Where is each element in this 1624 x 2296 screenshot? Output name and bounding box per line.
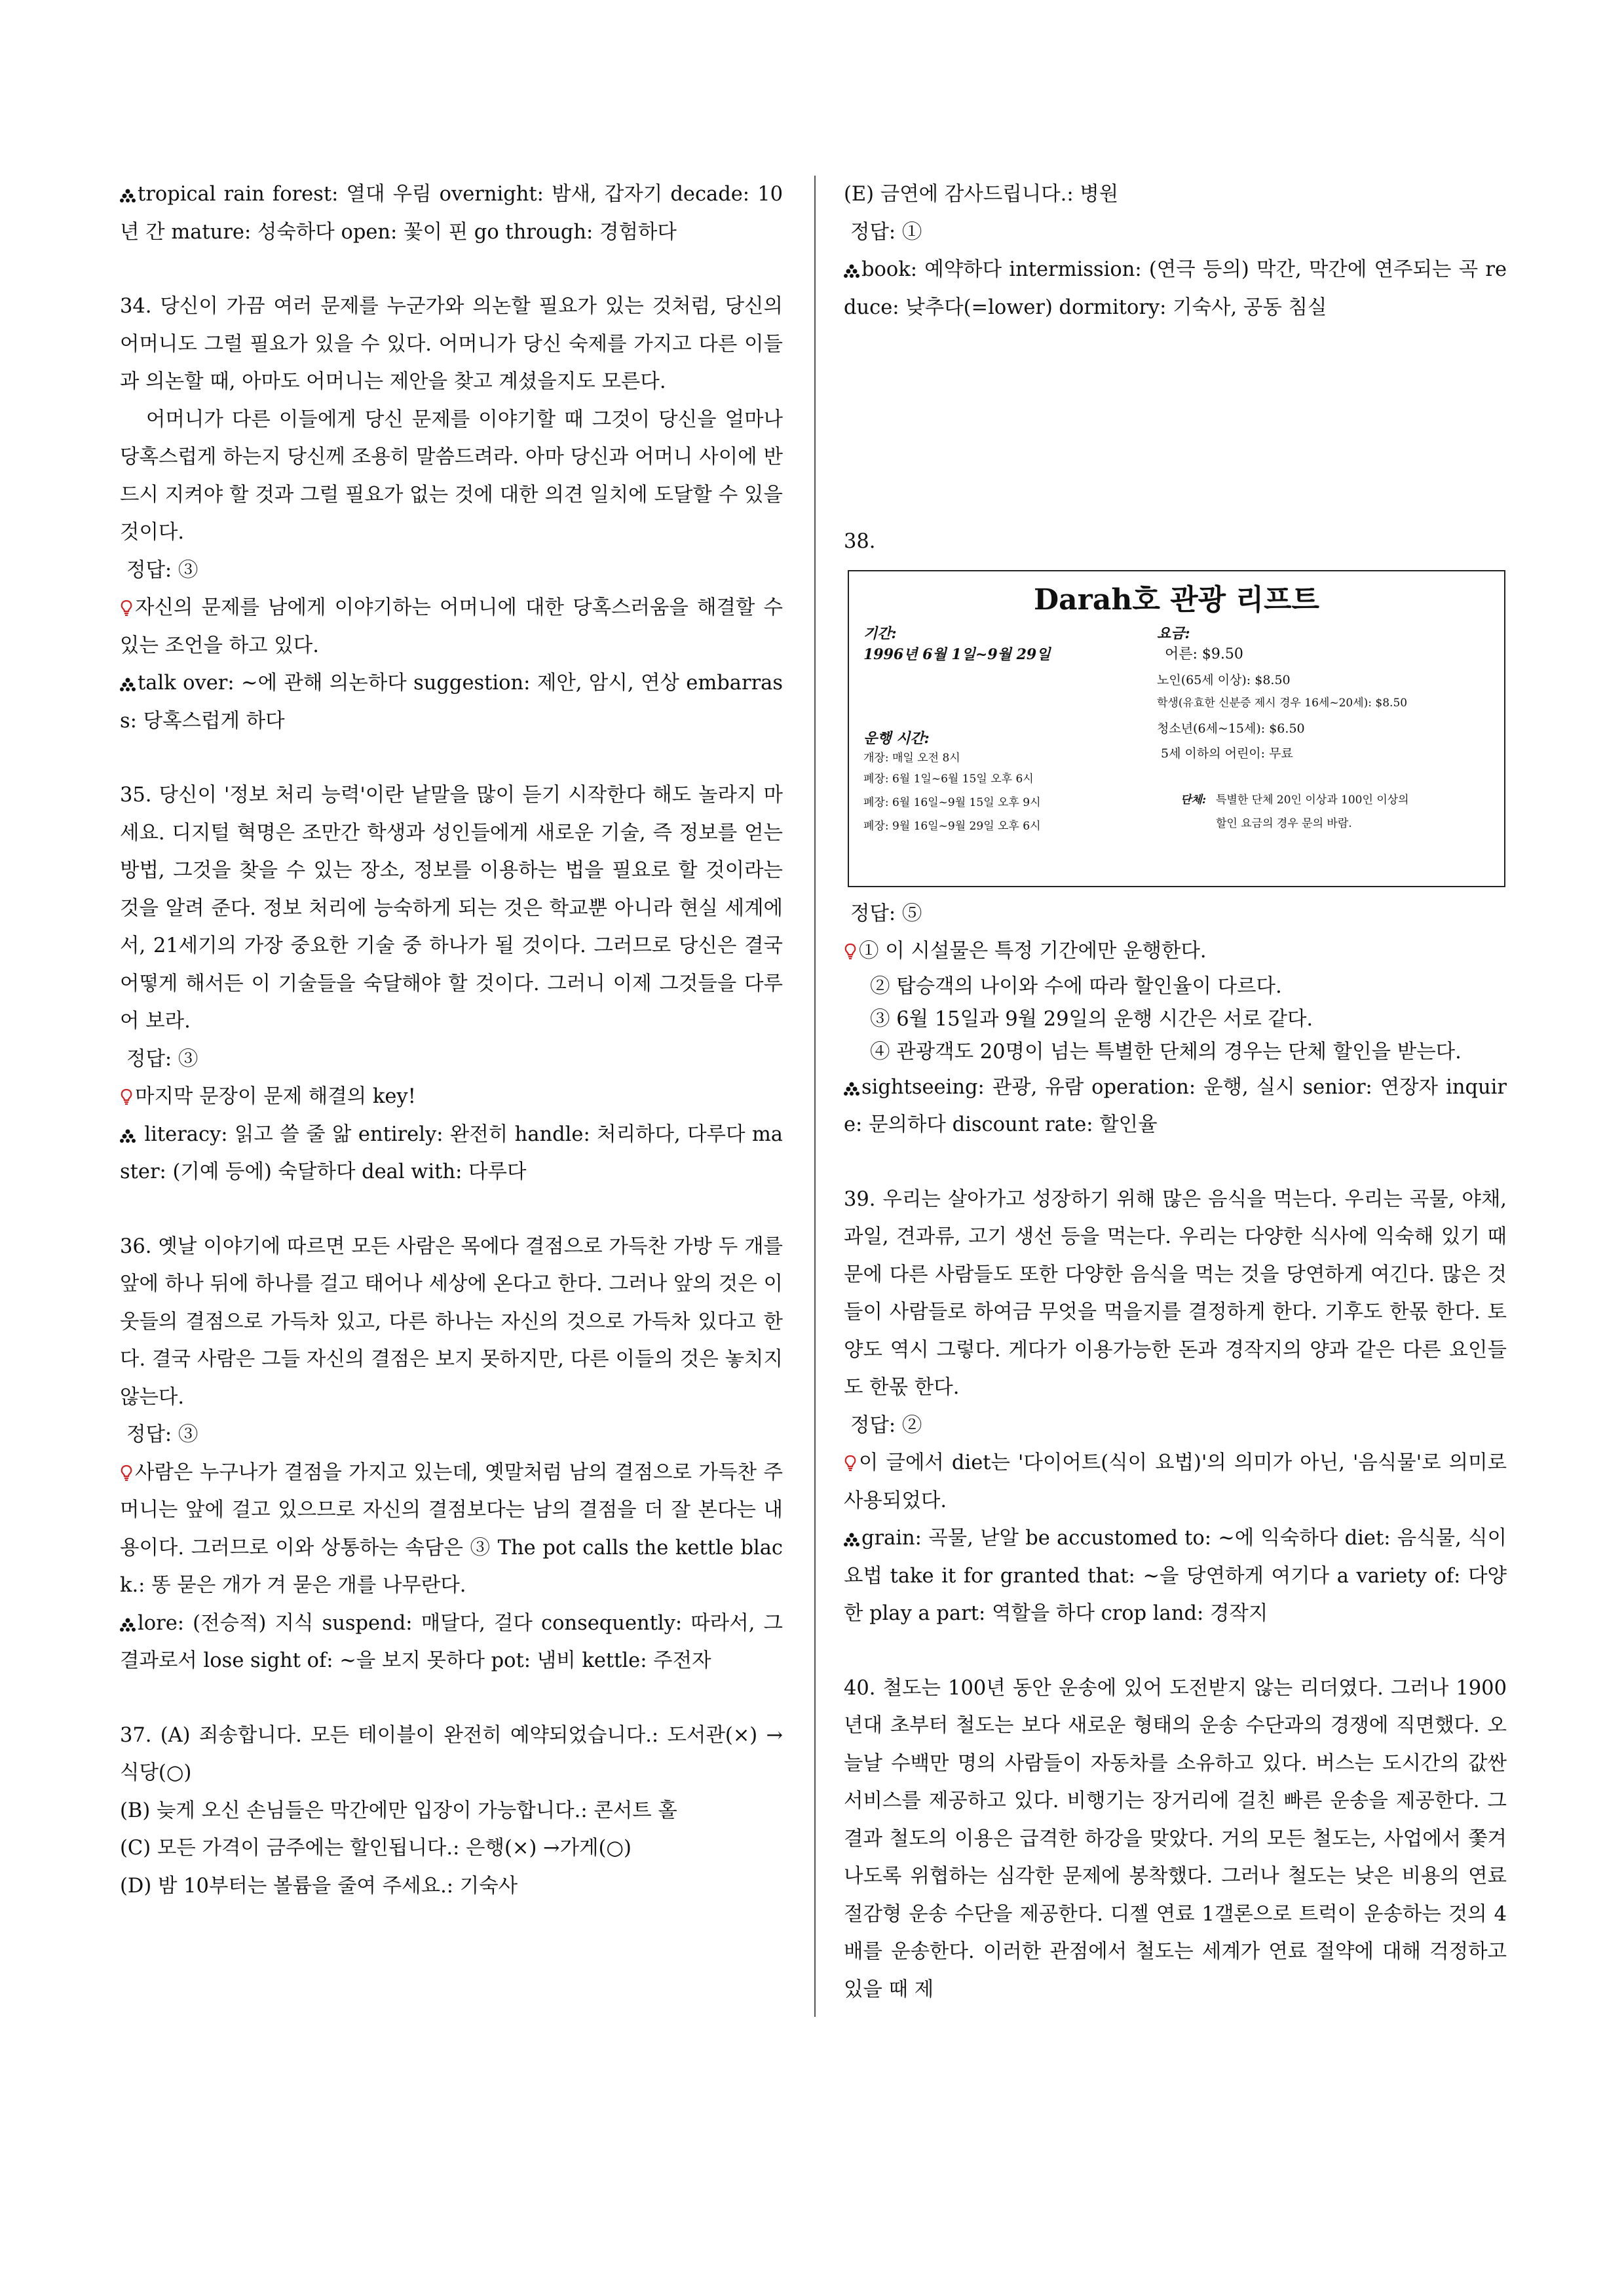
question-36-text: 36. 옛날 이야기에 따르면 모든 사람은 목에다 결점으로 가득찬 가방 두 개를 앞에 하나 뒤에 하나를 걸고 태어나 세상에 온다고 한다. 그러나 앞의 것은 이웃들의 결점으로 가득차 있고, 다른 하나는 자신의 것으로 가득차 있다고 한다. 결국 사람은 그들 자신의 결점은 보지 못하지만, 다른 이들의 것은 놓치지 않는다. xyxy=(120,1234,783,1409)
close-time-1: 폐장: 6월 1일~6월 15일 오후 6시 xyxy=(863,772,1034,786)
lightbulb-icon xyxy=(844,1455,857,1472)
question-37-e: (E) 금연에 감사드립니다.: 병원 xyxy=(844,183,1119,206)
tour-info-box xyxy=(848,570,1505,887)
tour-title: Darah호 관광 리프트 xyxy=(1033,583,1319,617)
question-40-text: 40. 철도는 100년 동안 운송에 있어 도전받지 않는 리더였다. 그러나 1900년대 초부터 철도는 보다 새로운 형태의 운송 수단과의 경쟁에 직면했다. 오늘날 수백만 명의 사람들이 자동차를 소유하고 있다. 버스는 도시간의 값싼 서비스를 제공하고 있다. 비행기는 장거리에 걸친 빠른 운송을 제공한다. 그 결과 철도의 이용은 급격한 하강을 맞았다. 거의 모든 철도는, 사업에서 쫓겨나도록 위협하는 심각한 문제에 봉착했다. 그러나 철도는 낮은 비용의 연료 절감형 운송 수단을 제공한다. 디젤 연료 1갤론으로 트럭이 운송하는 것의 4배를 운송한다. 이러한 관점에서 철도는 세계가 연료 절약에 대해 걱정하고 있을 때 제 xyxy=(844,1676,1507,2001)
left-column xyxy=(120,176,783,1905)
option-38-4: ④ 관광객도 20명이 넘는 특별한 단체의 경우는 단체 할인을 받는다. xyxy=(870,1040,1462,1063)
option-38-3: ③ 6월 15일과 9월 29일의 운행 시간은 서로 같다. xyxy=(870,1007,1313,1031)
option-38-2: ② 탑승객의 나이와 수에 따라 할인율이 다르다. xyxy=(870,974,1282,998)
tip-39: 이 글에서 diet는 '다이어트(식이 요법)'의 의미가 아닌, '음식물'로 의미로 사용되었다. xyxy=(844,1451,1507,1512)
close-time-3: 폐장: 9월 16일~9월 29일 오후 6시 xyxy=(863,819,1041,833)
close-time-2: 폐장: 6월 16일~9월 15일 오후 9시 xyxy=(863,795,1041,809)
triangle-dots-icon xyxy=(844,1533,859,1547)
option-38-1: ① 이 시설물은 특정 기간에만 운행한다. xyxy=(844,932,1507,970)
answer-34: 정답: ③ xyxy=(126,558,198,582)
vocab-38: sightseeing: 관광, 유람 operation: 운행, 실시 senior: 연장자 inquire: 문의하다 discount rate: 할인율 xyxy=(844,1075,1507,1136)
question-34-text-2: 어머니가 다른 이들에게 당신 문제를 이야기할 때 그것이 당신을 얼마나 당혹스럽게 하는지 당신께 조용히 말씀드려라. 아마 당신과 어머니 사이에 반드시 지켜야 할 것과 그럴 필요가 없는 것에 대한 의견 일치에 도달할 수 있을 것이다. xyxy=(120,408,783,544)
fee-senior: 노인(65세 이상): $8.50 xyxy=(1157,672,1291,687)
open-time: 개장: 매일 오전 8시 xyxy=(863,751,960,765)
lightbulb-icon xyxy=(120,1088,133,1105)
vocab-37: book: 예약하다 intermission: (연극 등의) 막간, 막간에 연주되는 곡 reduce: 낮추다(=lower) dormitory: 기숙사, 공동 침실 xyxy=(844,258,1507,319)
vocab-39: grain: 곡물, 낟알 be accustomed to: ~에 익숙하다 diet: 음식물, 식이 요법 take it for granted that: ~을 당연하게 여기다 a variety of: 다양한 play a part: 역할을 하다 crop land: 경작지 xyxy=(844,1527,1507,1625)
question-37-b: (B) 늦게 오신 손님들은 막간에만 입장이 가능합니다.: 콘서트 홀 xyxy=(120,1799,677,1822)
vocab-34: talk over: ~에 관해 의논하다 suggestion: 제안, 암시, 연상 embarrass: 당혹스럽게 하다 xyxy=(120,672,783,733)
question-34-text: 34. 당신이 가끔 여러 문제를 누군가와 의논할 필요가 있는 것처럼, 당신의 어머니도 그럴 필요가 있을 수 있다. 어머니가 당신 숙제를 가지고 다른 이들과 의논할 때, 아마도 어머니는 제안을 찾고 계셨을지도 모른다. xyxy=(120,295,783,393)
hours-label: 운행 시간: xyxy=(863,729,930,747)
fee-adult: 어른: $9.50 xyxy=(1165,645,1243,662)
tip-35: 마지막 문장이 문제 해결의 key! xyxy=(120,1078,783,1116)
tip-34: 자신의 문제를 남에게 이야기하는 어머니에 대한 당혹스러움을 해결할 수 있는 조언을 하고 있다. xyxy=(120,596,783,657)
period-value: 1996년 6월 1일~9월 29일 xyxy=(863,645,1051,663)
triangle-dots-icon xyxy=(844,1082,859,1096)
triangle-dots-icon xyxy=(120,678,136,692)
answer-37: 정답: ① xyxy=(850,220,922,244)
question-37-a: 37. (A) 죄송합니다. 모든 테이블이 완전히 예약되었습니다.: 도서관(×) →식당(○) xyxy=(120,1723,783,1784)
question-35-text: 35. 당신이 '정보 처리 능력'이란 낱말을 많이 듣기 시작한다 해도 놀라지 마세요. 디지털 혁명은 조만간 학생과 성인들에게 새로운 기술, 즉 정보를 얻는 방법, 그것을 찾을 수 있는 장소, 정보를 이용하는 법을 필요로 할 것이라는 것을 알려 준다. 정보 처리에 능숙하게 되는 것은 학교뿐 아니라 현실 세계에서, 21세기의 가장 중요한 기술 중 하나가 될 것이다. 그러므로 당신은 결국 어떻게 해서든 이 기술들을 숙달해야 할 것이다. 그러니 이제 그것들을 다루어 보라. xyxy=(120,784,783,1033)
fee-youth: 청소년(6세~15세): $6.50 xyxy=(1157,721,1305,736)
group-text-1: 특별한 단체 20인 이상과 100인 이상의 xyxy=(1216,793,1409,807)
tip-36: 사람은 누구나가 결점을 가지고 있는데, 옛말처럼 남의 결점으로 가득찬 주머니는 앞에 걸고 있으므로 자신의 결점보다는 남의 결점을 더 잘 본다는 내용이다. 그러므로 이와 상통하는 속담은 ③ The pot calls the kettle black.: 똥 묻은 개가 겨 묻은 개를 나무란다. xyxy=(120,1461,783,1597)
group-text-2: 할인 요금의 경우 문의 바람. xyxy=(1216,816,1352,830)
right-column xyxy=(844,176,1507,2008)
triangle-dots-icon xyxy=(120,189,136,203)
fee-label: 요금: xyxy=(1157,624,1190,642)
period-label: 기간: xyxy=(863,624,897,642)
group-label: 단체: xyxy=(1180,793,1207,807)
answer-39: 정답: ② xyxy=(850,1413,922,1437)
question-39-text: 39. 우리는 살아가고 성장하기 위해 많은 음식을 먹는다. 우리는 곡물, 야채, 과일, 견과류, 고기 생선 등을 먹는다. 우리는 다양한 식사에 익숙해 있기 때문에 다른 사람들도 또한 다양한 음식을 먹는 것을 당연하게 여긴다. 많은 것들이 사람들로 하여금 무엇을 먹을지를 결정하게 한다. 기후도 한몫 한다. 토양도 역시 그렇다. 게다가 이용가능한 돈과 경작지의 양과 같은 다른 요인들도 한몫 한다. xyxy=(844,1187,1507,1399)
vocab-36: lore: (전승적) 지식 suspend: 매달다, 걸다 consequently: 따라서, 그 결과로서 lose sight of: ~을 보지 못하다 pot: 냄비 kettle: 주전자 xyxy=(120,1611,783,1672)
lightbulb-icon xyxy=(120,1464,133,1482)
answer-38: 정답: ⑤ xyxy=(850,902,922,925)
question-37-c: (C) 모든 가격이 금주에는 할인됩니다.: 은행(×) →가게(○) xyxy=(120,1837,632,1860)
vocab-35: literacy: 읽고 쓸 줄 앎 entirely: 완전히 handle: 처리하다, 다루다 master: (기예 등에) 숙달하다 deal with: 다루다 xyxy=(120,1122,783,1183)
column-divider xyxy=(814,176,816,2017)
lightbulb-icon xyxy=(120,600,133,617)
answer-36: 정답: ③ xyxy=(126,1423,198,1446)
lightbulb-icon xyxy=(844,943,857,960)
question-38-label: 38. xyxy=(844,530,876,553)
fee-student: 학생(유효한 신분증 제시 경우 16세~20세): $8.50 xyxy=(1157,696,1408,710)
answer-35: 정답: ③ xyxy=(126,1047,198,1071)
fee-child: 5세 이하의 어린이: 무료 xyxy=(1161,746,1293,761)
triangle-dots-icon xyxy=(120,1618,136,1632)
question-37-d: (D) 밤 10부터는 볼륨을 줄여 주세요.: 기숙사 xyxy=(120,1874,518,1898)
vocab-block: tropical rain forest: 열대 우림 overnight: 밤새, 갑자기 decade: 10년 간 mature: 성숙하다 open: 꽃이 핀 go through: 경험하다 xyxy=(120,183,783,244)
triangle-dots-icon xyxy=(844,264,859,278)
triangle-dots-icon xyxy=(120,1129,136,1143)
